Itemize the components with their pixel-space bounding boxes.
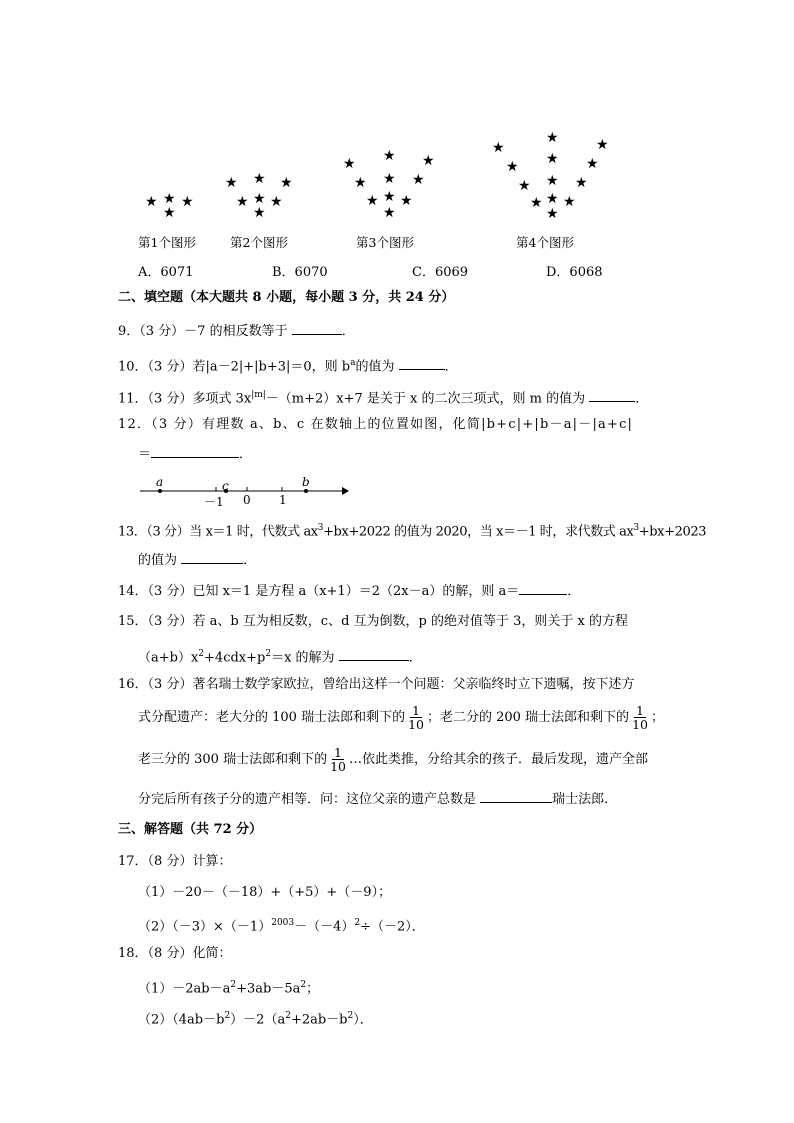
answer-blank [399, 357, 445, 370]
question-text: －（－4） [294, 919, 355, 935]
question-text: ＝x 的解为 [271, 650, 339, 666]
question-15-line2 [138, 645, 422, 667]
question-text: +bx+2022 的值为 2020，当 x＝－1 时，求代数式 ax [323, 524, 634, 540]
question-text: +4cdx+p [204, 650, 266, 666]
star-icon: ★ [546, 151, 559, 167]
star-icon: ★ [492, 140, 505, 156]
answer-blank [292, 322, 342, 335]
star-icon: ★ [163, 191, 176, 207]
denominator: 10 [632, 717, 648, 732]
superscript: 2 [224, 1011, 231, 1021]
question-text: +3ab－5a [236, 981, 301, 997]
denominator: 10 [408, 717, 424, 732]
label-c: c [222, 479, 229, 493]
figure-caption: 第2个图形 [230, 235, 288, 250]
question-text: 的值为 [355, 359, 399, 375]
answer-blank [519, 582, 567, 595]
superscript: 2 [198, 649, 205, 659]
question-14 [118, 582, 580, 601]
star-icon: ★ [546, 130, 559, 146]
question-text: ）－2（a [230, 1012, 286, 1028]
question-end: ． [444, 359, 458, 375]
star-icon: ★ [530, 195, 543, 211]
question-text: 9．（3 分）－7 的相反数等于 [118, 324, 292, 339]
question-11 [118, 386, 648, 408]
question-text: 瑞士法郎． [552, 792, 618, 807]
question-16-line4 [138, 790, 617, 809]
question-12: 12．（3 分）有理数 a、b、c 在数轴上的位置如图，化简|b+c|+|b－a|－|a+c| [118, 417, 634, 432]
question-end: ． [408, 650, 422, 666]
superscript: |m| [251, 390, 266, 400]
question-end: ． [635, 391, 649, 407]
question-text: （2）（4ab－b [138, 1012, 225, 1028]
question-end: ． [239, 447, 253, 462]
superscript: 2 [354, 918, 361, 928]
option-a: A．6071 [138, 265, 194, 280]
star-icon: ★ [163, 205, 176, 221]
option-b: B．6070 [272, 265, 328, 280]
star-icon: ★ [343, 156, 356, 172]
question-text: ＝ [138, 447, 152, 462]
star-icon: ★ [366, 193, 379, 209]
superscript: 3 [633, 523, 639, 533]
question-text: 14．（3 分）已知 x＝1 是方程 a（x+1）＝2（2x－a）的解，则 a＝ [118, 584, 520, 599]
denominator: 10 [330, 759, 346, 774]
star-icon: ★ [145, 194, 158, 210]
star-icon: ★ [253, 191, 266, 207]
question-text: 式分配遗产：老大分的 100 瑞士法郎和剩下的 [138, 710, 406, 725]
question-text: …依此类推，分给其余的孩子．最后发现，遗产全部 [348, 752, 648, 767]
question-text: +bx+2023 [638, 524, 707, 540]
star-icon: ★ [225, 175, 238, 191]
question-text: （a+b）x [138, 650, 199, 666]
answer-blank [589, 389, 635, 402]
superscript: 2 [300, 980, 307, 990]
question-16-line2 [138, 704, 664, 732]
question-text: ； [650, 710, 664, 725]
section-title: 二、填空题（本大题共 8 小题，每小题 3 分，共 24 分） [118, 290, 455, 305]
superscript: a [350, 358, 356, 368]
question-18-part2 [138, 1007, 373, 1029]
question-9 [118, 322, 355, 341]
star-icon: ★ [181, 194, 194, 210]
answer-blank [480, 790, 552, 803]
star-icon: ★ [400, 193, 413, 209]
star-icon: ★ [236, 194, 249, 210]
question-text: 老三分的 300 瑞士法郎和剩下的 [138, 752, 328, 767]
question-text: （1）－2ab－a [138, 981, 231, 997]
point-a [158, 489, 162, 493]
question-15: 15．（3 分）若 a、b 互为相反数，c、d 互为倒数，p 的绝对值等于 3，则关于 x 的方程 [118, 614, 628, 629]
star-icon: ★ [596, 137, 609, 153]
numerator: 1 [636, 703, 644, 718]
superscript: 2 [230, 980, 237, 990]
star-icon: ★ [383, 189, 396, 205]
figure-caption: 第3个图形 [356, 235, 414, 250]
question-12-line2 [138, 445, 252, 464]
star-icon: ★ [586, 156, 599, 172]
question-text: 的值为 [138, 553, 182, 568]
option-d: D．6068 [546, 265, 603, 280]
star-icon: ★ [506, 159, 519, 175]
question-16: 16．（3 分）著名瑞士数学家欧拉，曾给出这样一个问题：父亲临终时立下遗嘱，按下述方 [118, 677, 635, 692]
arrow-icon [342, 487, 349, 495]
star-icon: ★ [383, 171, 396, 187]
question-text: 11．（3 分）多项式 3x [118, 391, 252, 407]
figure-caption: 第1个图形 [138, 235, 196, 250]
point-b [304, 489, 308, 493]
star-icon: ★ [412, 172, 425, 188]
star-icon: ★ [383, 205, 396, 221]
superscript: 2 [265, 649, 272, 659]
star-icon: ★ [546, 173, 559, 189]
label-a: a [156, 475, 164, 489]
label-zero: 0 [243, 493, 251, 507]
question-text: 13．（3 分）当 x＝1 时，代数式 ax [118, 524, 318, 540]
star-icon: ★ [270, 194, 283, 210]
superscript: 2 [347, 1011, 354, 1021]
star-icon: ★ [383, 148, 396, 164]
question-text: （2）（－3）×（－1） [138, 919, 272, 935]
question-17-part1: （1）－20－（－18）+（+5）+（－9）； [138, 885, 392, 900]
fraction [328, 746, 348, 773]
question-text: ； [306, 981, 320, 997]
question-text: 10．（3 分）若|a－2|+|b+3|＝0，则 b [118, 359, 351, 375]
label-minus1: －1 [204, 495, 224, 509]
fraction [630, 704, 650, 731]
question-end: ． [341, 324, 355, 339]
superscript: 3 [317, 523, 324, 533]
star-icon: ★ [518, 178, 531, 194]
answer-blank [181, 551, 243, 564]
question-end: ． [567, 584, 581, 599]
star-icon: ★ [575, 175, 588, 191]
star-icon: ★ [253, 171, 266, 187]
question-text: ÷（－2）． [360, 919, 425, 935]
question-18-part1 [138, 976, 319, 998]
answer-blank [339, 648, 409, 661]
question-18: 18．（8 分）化简： [118, 946, 232, 961]
numerator: 1 [334, 745, 342, 760]
numerator: 1 [412, 703, 420, 718]
question-16-line3 [138, 746, 648, 774]
star-icon: ★ [546, 206, 559, 222]
superscript: 2003 [271, 918, 295, 928]
question-text: +2ab－b [290, 1012, 348, 1028]
question-13-line2 [138, 551, 256, 570]
question-13 [118, 519, 706, 541]
fraction [406, 704, 426, 731]
section-title: 三、解答题（共 72 分） [118, 822, 263, 837]
question-end: ． [243, 553, 257, 568]
figure-caption: 第4个图形 [516, 235, 574, 250]
star-icon: ★ [354, 175, 367, 191]
star-icon: ★ [563, 194, 576, 210]
star-icon: ★ [253, 205, 266, 221]
star-icon: ★ [546, 191, 559, 207]
question-10 [118, 354, 458, 376]
label-b: b [302, 475, 310, 489]
question-17: 17．（8 分）计算： [118, 854, 232, 869]
question-17-part2 [138, 914, 425, 936]
superscript: 2 [285, 1011, 291, 1021]
answer-blank [151, 445, 239, 458]
question-text: 分完后所有孩子分的遗产相等．问：这位父亲的遗产总数是 [138, 792, 481, 807]
label-one: 1 [279, 493, 287, 507]
star-icon: ★ [280, 175, 293, 191]
option-c: C．6069 [412, 265, 469, 280]
question-text: －（m+2）x+7 是关于 x 的二次三项式，则 m 的值为 [265, 391, 590, 407]
star-icon: ★ [422, 153, 435, 169]
question-text: ；老二分的 200 瑞士法郎和剩下的 [426, 710, 630, 725]
question-text: ）． [353, 1012, 373, 1028]
